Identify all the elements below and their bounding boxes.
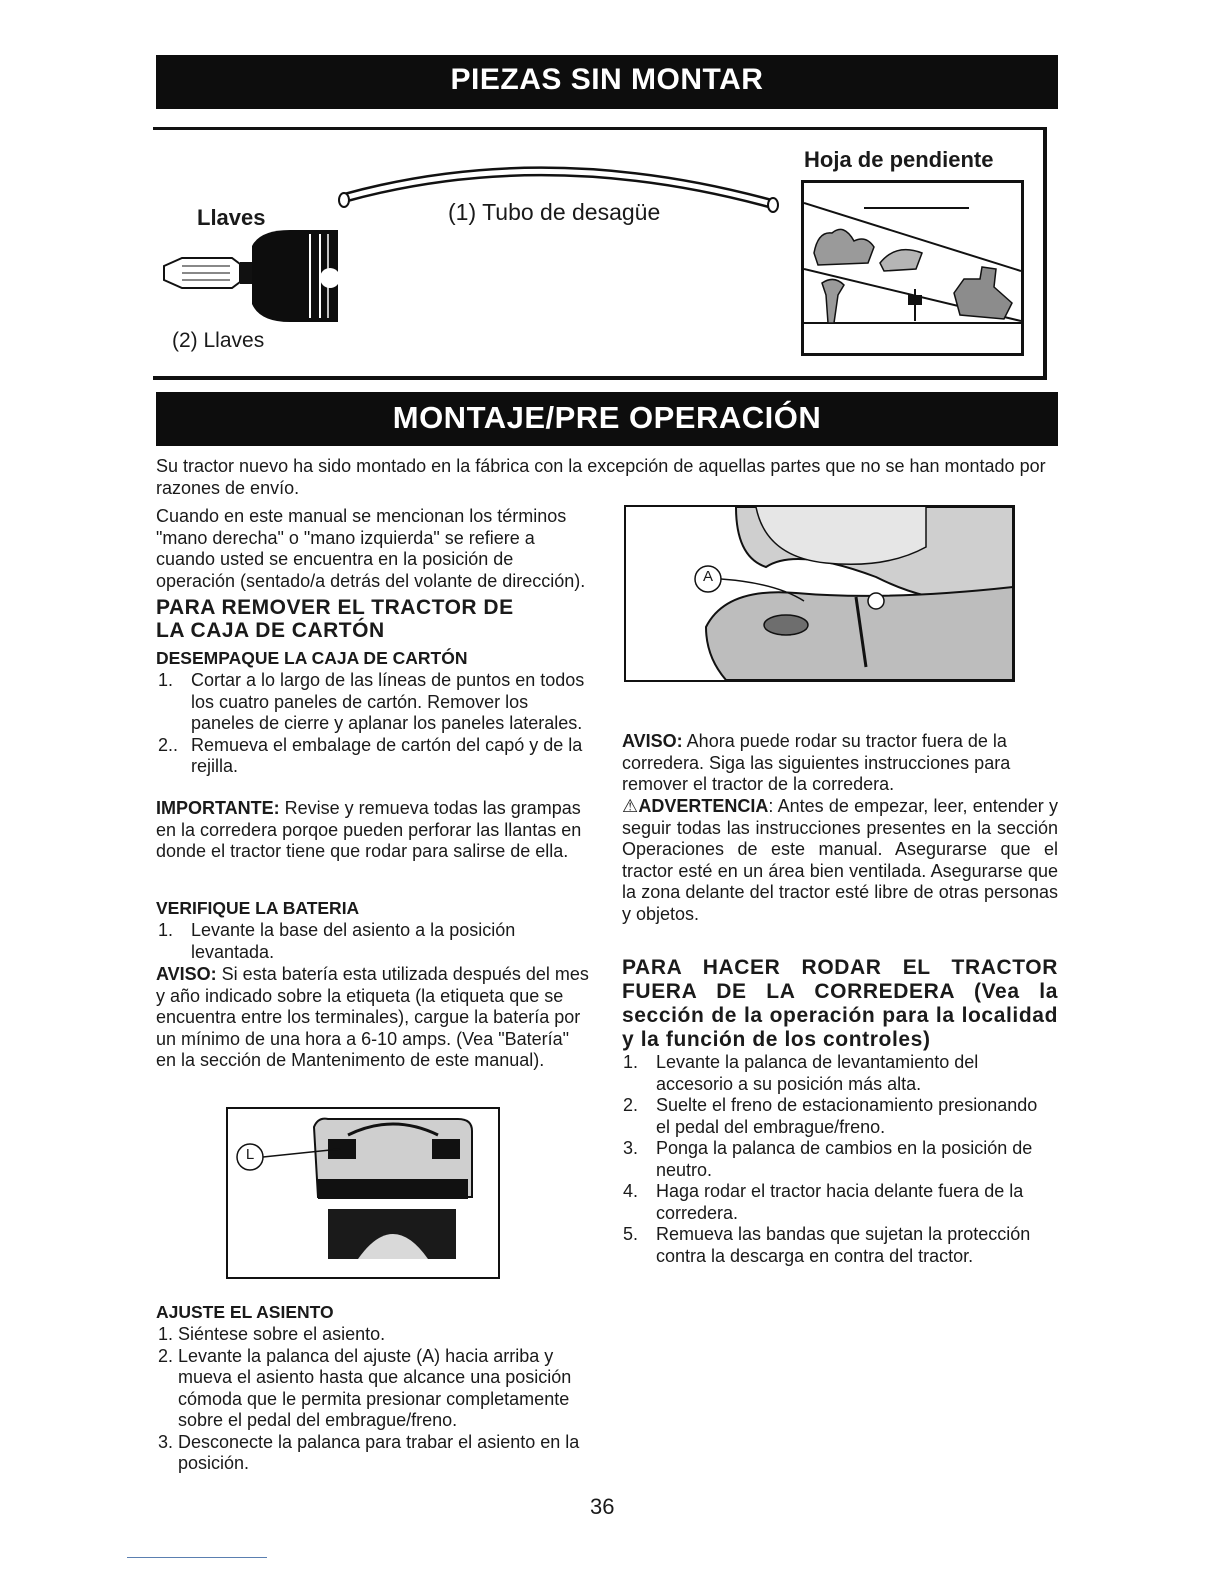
list-item bbox=[623, 1095, 1055, 1138]
slope-gauge-illustration bbox=[804, 183, 1021, 353]
list-item bbox=[623, 1224, 1055, 1267]
list-item bbox=[158, 670, 588, 735]
roll-tractor-heading: PARA HACER RODAR EL TRACTOR FUERA DE LA CORREDERA (Vea la sección de la operación para la localidad y la función de los controles) bbox=[622, 956, 1058, 1051]
warning-label: ADVERTENCIA bbox=[638, 796, 769, 816]
step-number: 2.. bbox=[158, 734, 179, 755]
notice-label: AVISO: bbox=[622, 731, 683, 751]
battery-notice-paragraph bbox=[156, 964, 592, 1072]
battery-steps-list bbox=[158, 920, 588, 963]
list-item bbox=[623, 1052, 1055, 1095]
remove-tractor-heading bbox=[156, 596, 596, 642]
roll-notice-paragraph bbox=[622, 731, 1058, 796]
notice-text: Si esta batería esta utilizada después del mes y año indicado sobre la etiqueta (la etiqueta que se encuentra entre los terminales), cargue la batería por un mínimo de una hora a 6-10 amps. (Vea "Batería" en la sección de Mantenimento de este manual). bbox=[156, 964, 589, 1070]
section-banner-unassembled-parts: PIEZAS SIN MONTAR bbox=[156, 55, 1058, 109]
notice-text: Ahora puede rodar su tractor fuera de la corredera. Siga las siguientes instrucciones para remover el tractor de la corredera. bbox=[622, 731, 1011, 794]
keys-caption: (2) Llaves bbox=[172, 329, 265, 352]
step-number: 1. bbox=[158, 920, 174, 940]
orientation-paragraph: Cuando en este manual se mencionan los términos "mano derecha" o "mano izquierda" se refiere a cuando usted se encuentra en la posición de operación (sentado/a detrás del volante de dirección). bbox=[156, 506, 586, 591]
important-text: Revise y remueva todas las grampas en la corredera porqoe pueden perforar las llantas en donde el tractor tiene que rodar para salirse de ella. bbox=[156, 798, 582, 861]
keys-title: Llaves bbox=[197, 205, 266, 230]
step-text: Levante la palanca de levantamiento del accesorio a su posición más alta. bbox=[656, 1052, 979, 1094]
step-number: 3. bbox=[158, 1431, 174, 1452]
step-text: Desconecte la palanca para trabar el asiento en la posición. bbox=[178, 1431, 580, 1473]
step-number: 2. bbox=[623, 1095, 639, 1115]
step-text: Cortar a lo largo de las líneas de puntos en todos los cuatro paneles de cartón. Remover los paneles de cierre y aplanar los paneles laterales. bbox=[191, 670, 585, 733]
step-number: 1. bbox=[158, 670, 174, 690]
callout-label-a: A bbox=[702, 568, 713, 585]
step-text: Suelte el freno de estacionamiento presionando el pedal del embrague/freno. bbox=[656, 1095, 1038, 1137]
callout-label-l: L bbox=[245, 1146, 255, 1163]
list-item bbox=[158, 1346, 588, 1432]
slope-sheet-title: Hoja de pendiente bbox=[804, 147, 994, 172]
step-number: 2. bbox=[158, 1345, 174, 1366]
step-text: Siéntese sobre el asiento. bbox=[178, 1324, 386, 1344]
battery-figure bbox=[226, 1107, 500, 1279]
seat-adjust-figure bbox=[624, 505, 1015, 682]
step-text: Haga rodar el tractor hacia delante fuera de la corredera. bbox=[656, 1181, 1024, 1223]
footer-rule bbox=[127, 1557, 267, 1558]
list-item bbox=[623, 1138, 1055, 1181]
warning-icon: ⚠ bbox=[622, 796, 639, 816]
step-number: 1. bbox=[623, 1052, 639, 1072]
step-number: 5. bbox=[623, 1224, 639, 1244]
step-number: 4. bbox=[623, 1181, 639, 1201]
important-paragraph bbox=[156, 798, 592, 863]
step-text: Remueva el embalage de cartón del capó y de la rejilla. bbox=[191, 734, 583, 776]
check-battery-heading: VERIFIQUE LA BATERIA bbox=[156, 898, 360, 918]
intro-paragraph: Su tractor nuevo ha sido montado en la fábrica con la excepción de aquellas partes que no se han montado por razones de envío. bbox=[156, 456, 1046, 498]
step-text: Levante la base del asiento a la posición levantada. bbox=[191, 920, 516, 962]
step-text: Remueva las bandas que sujetan la protección contra la descarga en contra del tractor. bbox=[656, 1224, 1031, 1266]
list-item bbox=[623, 1181, 1055, 1224]
step-text: Levante la palanca del ajuste (A) hacia arriba y mueva el asiento hasta que alcance una posición cómoda que le permita presionar completamente sobre el pedal del embrague/freno. bbox=[178, 1345, 572, 1430]
adjust-seat-heading: AJUSTE EL ASIENTO bbox=[156, 1302, 334, 1322]
step-number: 3. bbox=[623, 1138, 639, 1158]
unpack-carton-heading: DESEMPAQUE LA CAJA DE CARTÓN bbox=[156, 648, 468, 668]
battery-illustration bbox=[228, 1109, 498, 1277]
list-item bbox=[158, 735, 588, 778]
seat-steps-list bbox=[158, 1324, 588, 1475]
list-item bbox=[158, 1432, 588, 1475]
drain-tube-caption: (1) Tubo de desagüe bbox=[448, 199, 661, 225]
list-item bbox=[158, 1324, 588, 1346]
warning-text: : Antes de empezar, leer, entender y seguir todas las instrucciones presentes en la sección Operaciones de este manual. Asegurarse que el tractor esté en un área bien ventilada. Asegurarse que la zona delante del tractor esté libre de otras personas y objetos. bbox=[622, 796, 1058, 924]
notice-label: AVISO: bbox=[156, 964, 217, 984]
seat-lever-illustration bbox=[626, 507, 1013, 680]
page-number: 36 bbox=[590, 1494, 615, 1519]
slope-sheet-figure bbox=[801, 180, 1024, 356]
unpack-steps-list bbox=[158, 670, 588, 778]
important-label: IMPORTANTE: bbox=[156, 798, 280, 818]
section-banner-assembly: MONTAJE/PRE OPERACIÓN bbox=[156, 392, 1058, 446]
step-number: 1. bbox=[158, 1324, 174, 1344]
remove-heading-line1: PARA REMOVER EL TRACTOR DE bbox=[156, 596, 514, 619]
warning-paragraph bbox=[622, 796, 1058, 925]
step-text: Ponga la palanca de cambios en la posición de neutro. bbox=[656, 1138, 1033, 1180]
key-illustration bbox=[160, 226, 350, 326]
roll-steps-list bbox=[623, 1052, 1055, 1267]
list-item bbox=[158, 920, 588, 963]
remove-heading-line2: LA CAJA DE CARTÓN bbox=[156, 619, 385, 642]
